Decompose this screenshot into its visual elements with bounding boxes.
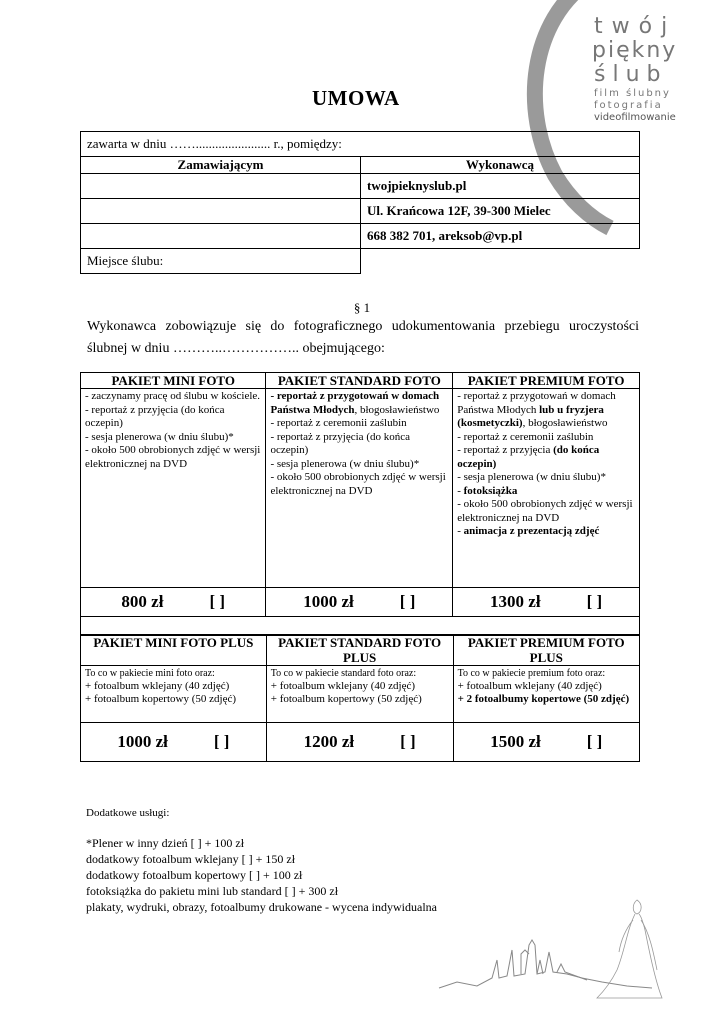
package-header-premium: PAKIET PREMIUM FOTO xyxy=(453,373,640,389)
plus-checkbox-standard[interactable]: [ ] xyxy=(400,732,416,752)
plus-price-standard: 1200 zł xyxy=(303,732,355,752)
logo-text-line3: ślub xyxy=(594,62,668,87)
package-header-mini: PAKIET MINI FOTO xyxy=(81,373,266,389)
desc-line xyxy=(457,390,635,431)
section-text-line1: Wykonawca zobowiązuje się do fotograficznego udokumentowania przebiegu uroczystości xyxy=(87,319,639,334)
plus-price-cell-mini xyxy=(81,723,267,762)
desc-line: - reportaż z ceremonii zaślubin xyxy=(457,430,594,443)
desc-line: - reportaż z ceremonii zaślubin xyxy=(270,417,407,429)
extra-item: *Plener w inny dzień [ ] + 100 zł xyxy=(86,836,245,850)
client-header: Zamawiającym xyxy=(81,157,361,174)
desc-line xyxy=(457,444,635,471)
plus-checkbox-mini[interactable]: [ ] xyxy=(213,732,230,752)
price-cell-standard xyxy=(266,588,453,617)
plus-price-cell-standard xyxy=(266,723,453,762)
desc-line: - około 500 obrobionych zdjęć w wersji elektronicznej na DVD xyxy=(457,498,633,524)
city-skyline-illustration xyxy=(437,890,667,1000)
checkbox-mini[interactable]: [ ] xyxy=(209,592,226,612)
desc-text: - reportaż z przygotowań w domach Państwa Młodych xyxy=(457,390,616,416)
contractor-address: Ul. Krańcowa 12F, 39-300 Mielec xyxy=(361,199,640,224)
plus-price-mini: 1000 zł xyxy=(117,732,168,752)
desc-line: - sesja plenerowa (w dniu ślubu)* xyxy=(85,430,234,443)
desc-text: , błogosławieństwo xyxy=(354,403,440,416)
spacer-row xyxy=(81,617,640,636)
desc-line: + 2 fotoalbumy kopertowe (50 zdjęć) xyxy=(457,693,630,705)
client-field-2 xyxy=(81,199,361,224)
extra-item: dodatkowy fotoalbum kopertowy [ ] + 100 zł xyxy=(86,868,303,882)
plus-desc-premium xyxy=(453,666,639,723)
contractor-name: twojpieknyslub.pl xyxy=(361,174,640,199)
logo-tagline-foto: fotografia xyxy=(594,100,663,111)
desc-line xyxy=(457,525,635,539)
price-standard: 1000 zł xyxy=(303,592,354,612)
desc-line: - zaczynamy pracę od ślubu w kościele. xyxy=(85,390,261,402)
desc-bold: - reportaż z przygotowań w domach Państwa Młodych xyxy=(270,390,440,416)
desc-line: - sesja plenerowa (w dniu ślubu)* xyxy=(270,457,420,470)
contractor-contact: 668 382 701, areksob@vp.pl xyxy=(361,224,640,249)
parties-table xyxy=(80,131,640,274)
desc-intro: To co w pakiecie mini foto oraz: xyxy=(85,668,215,679)
logo-text-line2: piękny xyxy=(592,38,678,63)
document-title: UMOWA xyxy=(312,86,400,110)
package-desc-standard xyxy=(266,389,453,588)
extras-heading: Dodatkowe usługi: xyxy=(86,807,170,819)
desc-line: + fotoalbum wklejany (40 zdjęć) xyxy=(85,680,230,692)
desc-bold: (do końca oczepin) xyxy=(457,444,600,470)
desc-line: + fotoalbum kopertowy (50 zdjęć) xyxy=(270,693,422,705)
plus-header-premium: PAKIET PREMIUM FOTO PLUS xyxy=(453,635,639,666)
packages-table xyxy=(80,372,640,636)
extra-item: plakaty, wydruki, obrazy, fotoalbumy drukowane - wycena indywidualna xyxy=(86,900,438,914)
plus-desc-standard xyxy=(266,666,453,723)
desc-intro: To co w pakiecie premium foto oraz: xyxy=(457,668,606,679)
extra-item: dodatkowy fotoalbum wklejany [ ] + 150 zł xyxy=(86,852,296,866)
desc-line: - reportaż z przyjęcia (do końca oczepin) xyxy=(85,403,225,429)
logo-tagline-film: film ślubny xyxy=(594,88,671,99)
desc-line: - około 500 obrobionych zdjęć w wersji elektronicznej na DVD xyxy=(85,444,261,470)
logo-text-line1: twój xyxy=(594,14,677,39)
desc-text: - xyxy=(457,484,464,497)
price-premium: 1300 zł xyxy=(490,592,541,612)
checkbox-standard[interactable]: [ ] xyxy=(399,592,416,612)
section-text-line2: ślubnej w dniu ………..…………….. obejmującego: xyxy=(87,341,385,356)
package-desc-premium xyxy=(453,389,640,588)
wedding-place-field: Miejsce ślubu: xyxy=(81,249,361,274)
price-mini: 800 zł xyxy=(121,592,164,612)
section-text xyxy=(87,316,639,360)
desc-bold: fotoksiążka xyxy=(463,484,518,497)
package-header-standard: PAKIET STANDARD FOTO xyxy=(266,373,453,389)
desc-line xyxy=(457,485,635,499)
desc-line: + fotoalbum wklejany (40 zdjęć) xyxy=(270,680,416,692)
desc-bold: animacja z prezentacją zdjęć xyxy=(463,525,600,537)
desc-line: - sesja plenerowa (w dniu ślubu)* xyxy=(457,471,606,483)
desc-line: - około 500 obrobionych zdjęć w wersji elektronicznej na DVD xyxy=(270,471,446,497)
client-field-3 xyxy=(81,224,361,249)
checkbox-premium[interactable]: [ ] xyxy=(586,592,603,612)
logo-tagline-video: videofilmowanie xyxy=(594,112,676,123)
desc-intro: To co w pakiecie standard foto oraz: xyxy=(270,668,417,679)
plus-packages-table xyxy=(80,634,640,762)
plus-checkbox-premium[interactable]: [ ] xyxy=(586,732,603,752)
plus-price-premium: 1500 zł xyxy=(490,732,541,752)
desc-line xyxy=(270,390,448,417)
desc-bold: lub u fryzjera (kosmetyczki) xyxy=(457,403,604,429)
plus-desc-mini xyxy=(81,666,267,723)
extra-item: fotoksiążka do pakietu mini lub standard [ ] + 300 zł xyxy=(86,884,339,898)
contract-intro: zawarta w dniu ……....................... r., pomiędzy: xyxy=(81,132,640,157)
plus-header-standard: PAKIET STANDARD FOTO PLUS xyxy=(266,635,453,666)
desc-line: - reportaż z przyjęcia (do końca oczepin) xyxy=(270,430,410,456)
client-field-1 xyxy=(81,174,361,199)
plus-price-cell-premium xyxy=(453,723,639,762)
package-desc-mini xyxy=(81,389,266,588)
plus-header-mini: PAKIET MINI FOTO PLUS xyxy=(81,635,267,666)
contractor-header: Wykonawcą xyxy=(361,157,640,174)
price-cell-premium xyxy=(453,588,640,617)
desc-line: + fotoalbum wklejany (40 zdjęć) xyxy=(457,680,602,692)
desc-line: + fotoalbum kopertowy (50 zdjęć) xyxy=(85,693,236,705)
price-cell-mini xyxy=(81,588,266,617)
extras-list xyxy=(86,835,437,915)
desc-text: , błogosławieństwo xyxy=(522,417,608,429)
desc-text: - xyxy=(457,525,464,537)
section-number: § 1 xyxy=(353,300,371,315)
desc-text: - reportaż z przyjęcia xyxy=(457,444,554,456)
